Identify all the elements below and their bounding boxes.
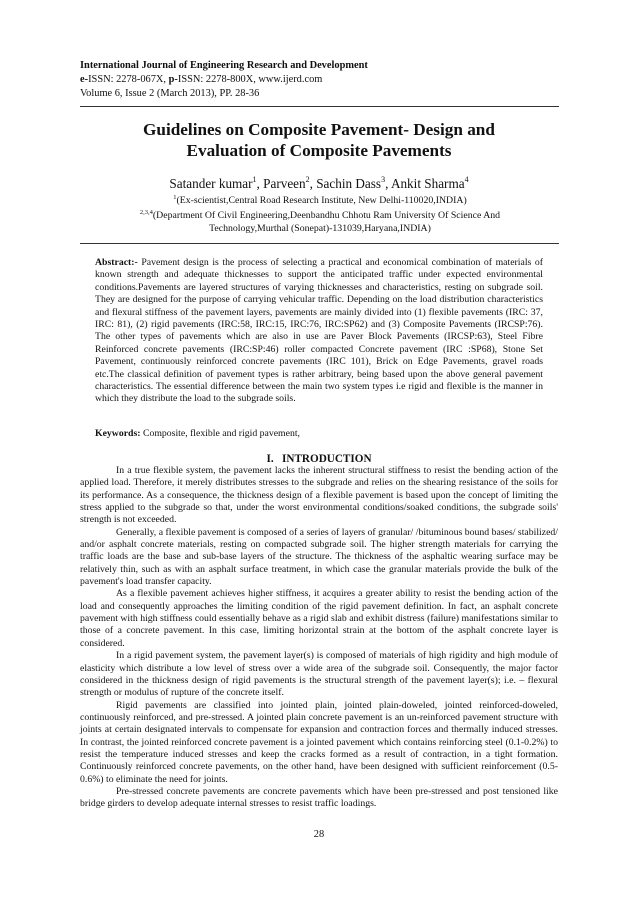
affiliation-2: $^{2,3,4}$(Department Of Civil Engineering,Deenbandhu Chhotu Ram University Of Science And Technology,Murthal (Sonepat)-131039,Haryana,INDIA) (139, 209, 501, 234)
affiliation-1: $^1$(Ex-scientist,Central Road Research Institute, New Delhi-110020,INDIA) (173, 194, 467, 206)
body-text (80, 465, 558, 811)
journal-issn: e-ISSN: 2278-067X, p-ISSN: 2278-800X, www.ijerd.com (80, 74, 323, 85)
author: Parveen$^2$, (263, 175, 317, 191)
keywords (95, 428, 543, 440)
abstract-rule (80, 243, 559, 244)
page-number: 28 (313, 829, 325, 840)
paragraph: Generally, a flexible pavement is composed of a series of layers of granular/ /bituminous bound bases/ stabilized/ and/or asphalt concrete materials, resting on compacted subgrade soil. The higher strength materials for carrying the traffic loads are the base and sub-base layers of the structure. The thickness of the asphaltic wearing surface may be relatively thin, such as with an asphalt surface treatment, in which case the granular materials provide the bulk of the pavement's load transfer capacity. (80, 526, 558, 588)
author: Satander kumar$^1$, (169, 175, 264, 191)
abstract (95, 257, 543, 406)
paragraph: Rigid pavements are classified into jointed plain, jointed plain-doweled, jointed reinforced-doweled, continuously reinforced, and pre-stressed. A jointed plain concrete pavement is an un-reinforced pavement structure with joints at certain designated intervals to compensate for expansion and contraction forces and thermally induced stresses. In contrast, the jointed reinforced concrete pavement is a jointed pavement which contains reinforcing steel (0.1-0.2%) to resist the temperature induced stresses and keep the cracks formed as a result of contraction, in a tight formation. Continuously reinforced concrete pavements, on the other hand, have been designed with sufficient reinforcement (0.5-0.6%) to eliminate the need for joints. (80, 699, 558, 785)
paragraph: As a flexible pavement achieves higher stiffness, it acquires a greater ability to resist the bending action of the load and consequently approaches the limiting condition of the rigid pavement definition. In fact, an asphalt concrete pavement with high stiffness could essentially behave as a rigid slab and exhibit distress (failure) manifestations similar to those of a concrete pavement. In this case, limiting horizontal strain at the bottom of the asphalt concrete layer is considered. (80, 588, 558, 649)
abstract-text: Pavement design is the process of selecting a practical and economical combination of materials of known strength and adequate thicknesses to support the anticipated traffic under expected environmental conditions.Pavements are layered structures of varying thicknesses and characteristics, resting on subgrade soil. They are designed for the purpose of carrying vehicular traffic. Depending on the load distribution characteristics and flexural stiffness of the pavement layers, pavements are mainly divided into (1) flexible pavements (IRC: 37, IRC: 81), (2) rigid pavements (IRC:58, IRC:15, IRC:76, IRC:SP62) and (3) Composite Pavements (IRCSP:76). The other types of pavements which are also in use are Paver Block Pavements (IRCSP:63), Steel Fibre Reinforced concrete pavements (IRC:SP:46) roller compacted Concrete pavement (IRC :SP68), Stone Set Pavement, continuously reinforced concrete pavements (IRC 101), Brick on Edge Pavements, gravel roads etc.The classical definition of pavement types is rather arbitrary, being based upon the above general pavement characteristics. The essential difference between the main two system types i.e rigid and flexible is the manner in which they distribute the load to the subgrade soils. (95, 257, 544, 405)
journal-header (80, 59, 560, 101)
paragraph: Pre-stressed concrete pavements are concrete pavements which have been pre-stressed and post tensioned like bridge girders to develop adequate internal stresses to resist traffic loadings. (80, 785, 558, 810)
section-heading: I. INTRODUCTION (266, 453, 372, 465)
paragraph: In a rigid pavement system, the pavement layer(s) is composed of materials of high rigidity and high module of elasticity which distribute a low level of stress over a wide area of the subgrade soil. Consequently, the major factor considered in the thickness design of rigid pavements is the structural strength of the pavement layer(s); i.e. – flexural strength or modulus of rupture of the concrete itself. (80, 650, 558, 699)
author-list (80, 172, 558, 192)
header-rule (80, 106, 559, 107)
journal-name: International Journal of Engineering Research and Development (80, 60, 368, 71)
author: Ankit Sharma$^4$ (390, 175, 469, 191)
abstract-label: Abstract:- (95, 257, 138, 268)
paper-title: Guidelines on Composite Pavement- Design and Evaluation of Composite Pavements (143, 120, 495, 160)
keywords-label: Keywords: (95, 428, 141, 439)
author: Sachin Dass$^3$, (316, 175, 391, 191)
paragraph: In a true flexible system, the pavement lacks the inherent structural stiffness to resist the bending action of the applied load. Therefore, it merely distributes stresses to the subgrade and relies on the shearing resistance of the soils for its performance. As a consequence, the thickness design of a flexible pavement is based upon the concept of limiting the stress applied to the subgrade so that, under the worst environmental conditions/soaked conditions, the subgrade soils' strength is not exceeded. (80, 465, 558, 526)
journal-volume: Volume 6, Issue 2 (March 2013), PP. 28-36 (80, 88, 260, 99)
keywords-text: Composite, flexible and rigid pavement, (142, 428, 300, 439)
